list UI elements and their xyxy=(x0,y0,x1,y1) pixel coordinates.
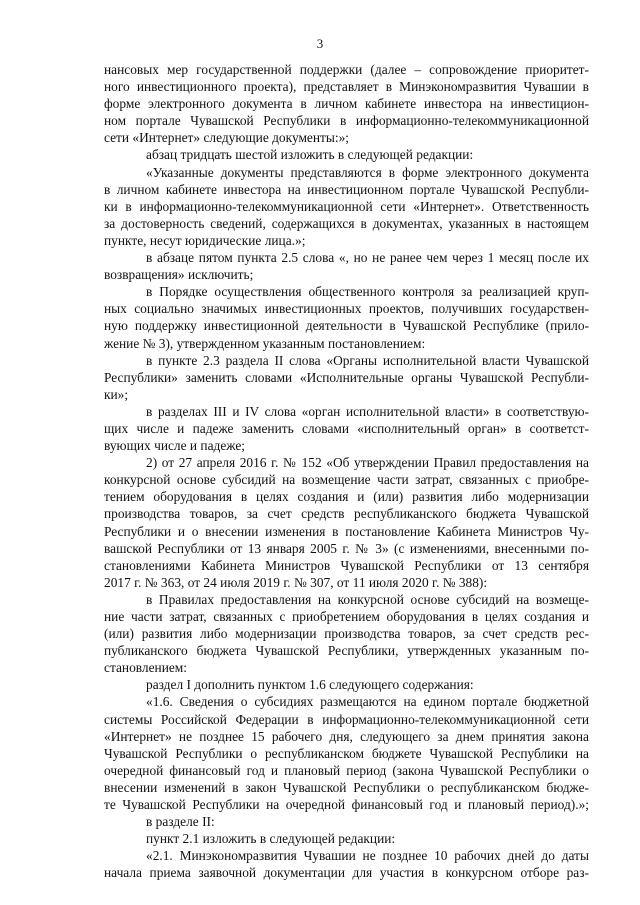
text-line: вашской Республики от 13 января 2005 г. № 3» (с изменениями, внесенными по- xyxy=(104,540,589,556)
text-line: ном портале Чувашской Республики в информационно-телекоммуникационной xyxy=(104,113,589,129)
text-line: жение № 3), утвержденном указанным постановлением: xyxy=(104,335,426,351)
text-line: «Указанные документы представляются в форме электронного документа xyxy=(146,164,589,180)
text-line: абзац тридцать шестой изложить в следующей редакции: xyxy=(146,147,474,163)
text-line: (или) развития либо модернизации производства товаров, за счет средств рес- xyxy=(104,626,589,642)
text-line: нансовых мер государственной поддержки (далее – сопровождение приоритет- xyxy=(104,62,589,77)
text-line: за достоверность сведений, содержащихся в документах, указанных в настоящем xyxy=(104,215,589,231)
text-line: публиканского бюджета Чувашской Республики, утвержденных указанным по- xyxy=(104,643,589,659)
text-line: 2017 г. № 363, от 24 июля 2019 г. № 307, от 11 июля 2020 г. № 388): xyxy=(104,574,488,590)
text-line: очередной финансовый год и плановый период (закона Чувашской Республики о xyxy=(104,762,589,778)
text-line: в Порядке осуществления общественного контроля за реализацией круп- xyxy=(146,284,589,300)
text-line: производства товаров, за счет средств республиканского бюджета Чувашской xyxy=(104,506,589,522)
text-line: конкурсной основе субсидий на возмещение части затрат, связанных с приобре- xyxy=(104,472,589,488)
text-line: те Чувашской Республики на очередной финансовый год и плановый период).»; xyxy=(104,797,589,813)
page-number: 3 xyxy=(316,36,324,51)
document-body xyxy=(104,61,589,882)
text-line: ного инвестиционного проекта), представляет в Минэкономразвития Чувашии в xyxy=(104,79,589,95)
text-line: пункте, несут юридические лица.»; xyxy=(104,232,306,248)
text-line: «2.1. Минэкономразвития Чувашии не позднее 10 рабочих дней до даты xyxy=(146,848,589,864)
text-line: возвращения» исключить; xyxy=(104,267,254,283)
text-line: становлением: xyxy=(104,660,188,676)
text-line: форме электронного документа в личном кабинете инвестора на инвестицион- xyxy=(104,96,589,112)
text-line: «1.6. Сведения о субсидиях размещаются на едином портале бюджетной xyxy=(146,694,589,710)
text-line: раздел I дополнить пунктом 1.6 следующего содержания: xyxy=(146,677,474,693)
text-line: «Интернет» не позднее 15 рабочего дня, следующего за днем принятия закона xyxy=(104,728,589,744)
text-line: Республики» заменить словами «Исполнительные органы Чувашской Республи- xyxy=(104,369,589,385)
text-line: в разделах III и IV слова «орган исполнительной власти» в соответствую- xyxy=(146,403,589,419)
text-line: Республики и о внесении изменения в постановление Кабинета Министров Чу- xyxy=(104,523,589,539)
text-line: начала приема заявочной документации для участия в конкурсном отборе раз- xyxy=(104,865,589,881)
text-line: пункт 2.1 изложить в следующей редакции: xyxy=(146,831,396,847)
text-line: в личном кабинете инвестора на инвестиционном портале Чувашской Республи- xyxy=(104,181,589,197)
text-line: в разделе II: xyxy=(146,814,215,830)
text-line: системы Российской Федерации в информационно-телекоммуникационной сети xyxy=(104,711,589,727)
text-line: в пункте 2.3 раздела II слова «Органы исполнительной власти Чувашской xyxy=(146,352,589,368)
text-line: вующих числе и падеже; xyxy=(104,438,246,454)
text-line: становлениями Кабинета Министров Чувашской Республики от 13 сентября xyxy=(104,557,589,573)
text-line: Чувашской Республики о республиканском бюджете Чувашской Республики на xyxy=(104,745,589,761)
text-line: ную поддержку инвестиционной деятельности в Чувашской Республике (прило- xyxy=(104,318,589,334)
text-line: внесении изменений в закон Чувашской Республики о республиканском бюдже- xyxy=(104,779,589,795)
text-line: в Правилах предоставления на конкурсной основе субсидий на возмеще- xyxy=(146,591,589,607)
text-line: сети «Интернет» следующие документы:»; xyxy=(104,130,350,146)
text-line: тением оборудования в целях создания и (или) развития либо модернизации xyxy=(104,489,589,505)
text-line: в абзаце пятом пункта 2.5 слова «, но не ранее чем через 1 месяц после их xyxy=(146,250,589,266)
text-line: 2) от 27 апреля 2016 г. № 152 «Об утверждении Правил предоставления на xyxy=(146,455,589,471)
text-line: ки»; xyxy=(104,386,129,402)
text-line: ных социально значимых инвестиционных проектов, получивших государствен- xyxy=(104,301,589,317)
text-line: ние части затрат, связанных с приобретением оборудования в целях создания и xyxy=(104,609,589,624)
text-line: ки в информационно-телекоммуникационной сети «Интернет». Ответственность xyxy=(104,198,589,214)
text-line: щих числе и падеже заменить словами «исполнительный орган» в соответст- xyxy=(104,420,589,436)
